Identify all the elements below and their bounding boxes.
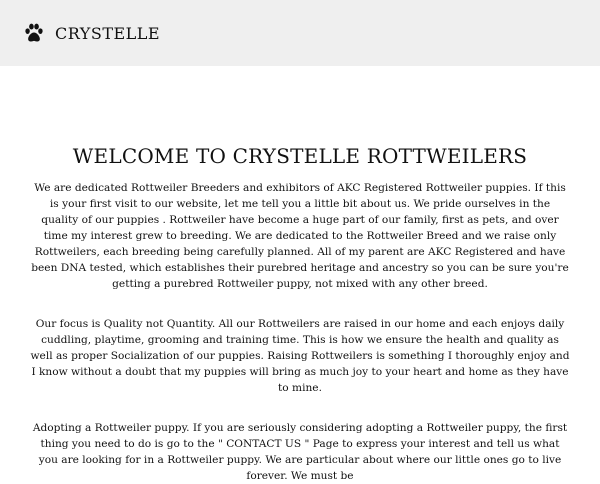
main-content: [0, 66, 600, 484]
page-title: WELCOME TO CRYSTELLE ROTTWEILERS: [72, 144, 528, 168]
paw-icon: [23, 22, 45, 44]
adopting-paragraph: Adopting a Rottweiler puppy. If you are seriously considering adopting a Rottweiler puppy, the first thing you need to do is go to the " CONTACT US " Page to express your interest and tell us what you are looking for in a Rottweiler puppy. We are particular about where our little ones go to live forever. We must be: [32, 422, 568, 482]
focus-paragraph: Our focus is Quality not Quantity. All our Rottweilers are raised in our home and each enjoys daily cuddling, playtime, grooming and training time. This is how we ensure the health and quality as well as proper Socialization of our puppies. Raising Rottweilers is something I thoroughly enjoy and I know without a doubt that my puppies will bring as much joy to your heart and home as they have to mine.: [30, 318, 570, 394]
brand-name: CRYSTELLE: [55, 23, 161, 43]
intro-paragraph: We are dedicated Rottweiler Breeders and exhibitors of AKC Registered Rottweiler puppies. If this is your first visit to our website, let me tell you a little bit about us. We pride ourselves in the quality of our puppies . Rottweiler have become a huge part of our family, first as pets, and over time my interest grew to breeding. We are dedicated to the Rottweiler Breed and we raise only Rottweilers, each breeding being carefully planned. All of my parent are AKC Registered and have been DNA tested, which establishes their purebred heritage and ancestry so you can be sure you're getting a purebred Rottweiler puppy, not mixed with any other breed.: [31, 182, 569, 290]
brand-link[interactable]: [23, 22, 160, 44]
top-header: [0, 0, 600, 66]
